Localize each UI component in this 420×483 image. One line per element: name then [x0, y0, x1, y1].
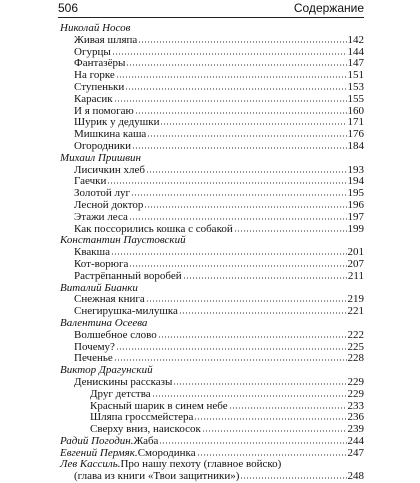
toc-entry[interactable] [74, 330, 364, 342]
dot-leader [183, 271, 347, 279]
entry-page-number: 201 [347, 246, 364, 259]
dot-leader [160, 117, 346, 125]
entry-page-number: 228 [347, 352, 364, 365]
toc-entry[interactable] [60, 436, 364, 448]
toc-entry[interactable] [74, 212, 364, 224]
toc-entry[interactable] [74, 342, 364, 354]
dot-leader [114, 94, 347, 102]
header-rule [58, 17, 364, 18]
author-name: Константин Паустовский [60, 234, 186, 247]
entry-title: Сверху вниз, наискосок [90, 423, 201, 436]
dot-leader [129, 212, 347, 220]
dot-leader [240, 471, 346, 479]
entry-page-number: 222 [347, 328, 364, 341]
entry-title: Фантазёры [74, 57, 126, 70]
dot-leader [146, 294, 347, 302]
entry-title: Смородинка [137, 446, 196, 459]
entry-author: Лев Кассиль. [60, 458, 121, 471]
entry-page-number: 193 [347, 163, 364, 176]
entry-title: На горке [74, 69, 115, 82]
toc-author-row [0, 318, 420, 330]
toc-entry[interactable] [90, 424, 364, 436]
toc-entry-row [0, 424, 420, 436]
page-number: 506 [58, 1, 79, 15]
dot-leader [146, 165, 347, 173]
entry-title: Почему? [74, 340, 115, 353]
entry-page-number: 229 [347, 375, 364, 388]
toc-entry[interactable] [74, 35, 364, 47]
entry-page-number: 229 [347, 387, 364, 400]
toc-entry-row [0, 259, 420, 271]
toc-entry[interactable] [74, 58, 364, 70]
entry-page-number: 144 [347, 45, 364, 58]
toc-entry[interactable] [74, 271, 364, 283]
entry-title: Карасик [74, 92, 113, 105]
entry-title: (глава из книги «Твои защитники») [74, 470, 240, 483]
entry-title: Гаечки [74, 175, 107, 188]
entry-page-number: 233 [347, 399, 364, 412]
dot-leader [125, 82, 346, 90]
entry-page-number: 219 [347, 293, 364, 306]
entry-page-number: 142 [347, 33, 364, 46]
toc-entry[interactable] [60, 459, 281, 471]
entry-page-number: 194 [347, 175, 364, 188]
toc-entry[interactable] [74, 165, 364, 177]
toc-entry-row [0, 271, 420, 283]
dot-leader [116, 342, 347, 350]
dot-leader [179, 306, 347, 314]
entry-page-number: 225 [347, 340, 364, 353]
entry-title: И я помогаю [74, 104, 134, 117]
entry-title: Жаба [133, 434, 159, 447]
toc-entry[interactable] [60, 448, 364, 460]
toc-entry-row [0, 377, 420, 389]
author-name: Михаил Пришвин [60, 151, 141, 164]
entry-title: Живая шляпа [74, 33, 138, 46]
entry-page-number: 151 [347, 69, 364, 82]
dot-leader [116, 70, 347, 78]
dot-leader [132, 141, 347, 149]
entry-page-number: 221 [347, 305, 364, 318]
dot-leader [144, 200, 346, 208]
toc-entry-row [0, 459, 420, 471]
dot-leader [158, 330, 347, 338]
entry-title: Огородники [74, 139, 131, 152]
toc-entry-row [0, 141, 420, 153]
entry-page-number: 211 [347, 269, 364, 282]
entry-author: Радий Погодин. [60, 434, 134, 447]
toc-entry-row [0, 212, 420, 224]
toc-entry-row [0, 330, 420, 342]
toc-entry[interactable] [74, 82, 364, 94]
toc-entry-row [0, 200, 420, 212]
table-of-contents [0, 23, 420, 483]
entry-title: Друг детства [90, 387, 151, 400]
dot-leader [159, 436, 346, 444]
dot-leader [126, 58, 346, 66]
entry-author: Евгений Пермяк. [60, 446, 138, 459]
toc-entry[interactable] [74, 471, 364, 483]
dot-leader [111, 247, 347, 255]
dot-leader [152, 389, 347, 397]
toc-entry[interactable] [74, 94, 364, 106]
entry-title: Лесной доктор [74, 198, 144, 211]
entry-title: Этажи леса [74, 210, 128, 223]
entry-page-number: 199 [347, 222, 364, 235]
toc-entry-row [0, 448, 420, 460]
toc-entry-row [0, 389, 420, 401]
toc-author-row [0, 153, 420, 165]
entry-title: Мишкина каша [74, 128, 147, 141]
toc-entry[interactable] [74, 259, 364, 271]
toc-entry-row [0, 35, 420, 47]
entry-title: Огурцы [74, 45, 111, 58]
author-name: Николай Носов [60, 22, 131, 34]
toc-entry[interactable] [74, 377, 364, 389]
toc-entry-row [0, 82, 420, 94]
entry-title: Снегирушка-милушка [74, 305, 178, 318]
entry-page-number: 153 [347, 80, 364, 93]
dot-leader [131, 188, 346, 196]
entry-page-number: 248 [347, 470, 364, 483]
author-name: Виктор Драгунский [60, 364, 153, 377]
entry-page-number: 197 [347, 210, 364, 223]
toc-entry-row [0, 471, 420, 483]
dot-leader [234, 224, 347, 232]
entry-title: Растрёпанный воробей [74, 269, 182, 282]
toc-entry-row [0, 412, 420, 424]
entry-page-number: 171 [347, 116, 364, 129]
entry-page-number: 184 [347, 139, 364, 152]
author-name: Валентина Осеева [60, 316, 148, 329]
entry-title: Лисичкин хлеб [74, 163, 145, 176]
entry-page-number: 247 [347, 446, 364, 459]
toc-entry-row [0, 436, 420, 448]
author-name: Виталий Бианки [60, 281, 138, 294]
entry-page-number: 155 [347, 92, 364, 105]
entry-title: Шляпа гроссмейстера [90, 411, 194, 424]
dot-leader [147, 129, 346, 137]
dot-leader [138, 35, 346, 43]
entry-title: Кот-ворюга [74, 257, 129, 270]
entry-title: Шурик у дедушки [74, 116, 160, 129]
toc-entry[interactable] [74, 141, 364, 153]
dot-leader [112, 47, 347, 55]
entry-page-number: 236 [347, 411, 364, 424]
entry-title: Про нашу пехоту (главное войско) [120, 458, 282, 471]
entry-page-number: 244 [347, 434, 364, 447]
entry-title: Золотой луг [74, 187, 131, 200]
dot-leader [173, 377, 346, 385]
toc-entry[interactable] [90, 389, 364, 401]
entry-page-number: 207 [347, 257, 364, 270]
entry-title: Денискины рассказы [74, 375, 173, 388]
page-header [0, 0, 420, 16]
entry-page-number: 160 [347, 104, 364, 117]
dot-leader [197, 448, 347, 456]
toc-entry[interactable] [74, 200, 364, 212]
dot-leader [114, 353, 347, 361]
entry-title: Ступеньки [74, 80, 125, 93]
dot-leader [202, 424, 347, 432]
dot-leader [229, 401, 347, 409]
entry-page-number: 147 [347, 57, 364, 70]
dot-leader [135, 106, 347, 114]
entry-title: Волшебное слово [74, 328, 157, 341]
entry-page-number: 176 [347, 128, 364, 141]
entry-title: Квакша [74, 246, 110, 259]
entry-title: Снежная книга [74, 293, 145, 306]
entry-page-number: 239 [347, 423, 364, 436]
dot-leader [194, 412, 346, 420]
entry-title: Как поссорились кошка с собакой [74, 222, 233, 235]
toc-entry-row [0, 94, 420, 106]
entry-title: Печенье [74, 352, 113, 365]
entry-title: Красный шарик в синем небе [90, 399, 228, 412]
running-title: Содержание [293, 1, 364, 15]
dot-leader [129, 259, 346, 267]
dot-leader [107, 176, 346, 184]
toc-entry[interactable] [90, 412, 364, 424]
entry-page-number: 196 [347, 198, 364, 211]
entry-page-number: 195 [347, 187, 364, 200]
